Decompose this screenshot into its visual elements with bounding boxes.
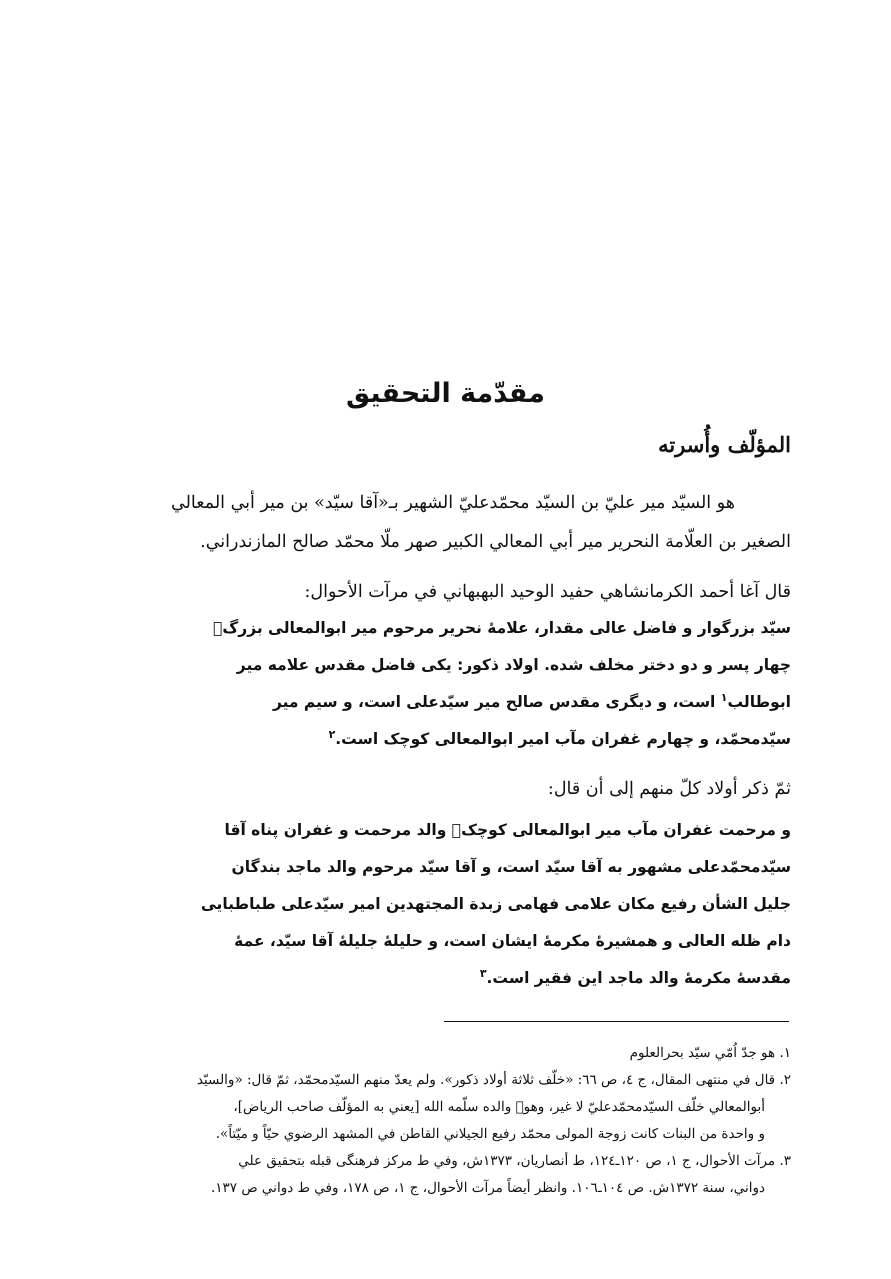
intro-paragraph	[101, 484, 791, 562]
quote-2-line-4: دام ظله العالی و همشيرهٔ مكرمهٔ ايشان است، و حليلهٔ جليلهٔ آقا سيّد، عمهٔ	[234, 932, 791, 950]
footnotes	[101, 1040, 791, 1202]
footnote-1-text: هو جدّ اُمّي سيّد بحرالعلوم	[629, 1045, 776, 1061]
quote-intro-2: ثمّ ذكر أولاد كلّ منهم إلى أن قال:	[547, 779, 791, 799]
footnote-2-text-1: قال في منتهى المقال، ج ٤، ص ٦٦: «خلّف ثلاثة أولاد ذكور». ولم يعدّ منهم السيّدمحمّد، ثمّ قال: «والسيّد	[196, 1072, 776, 1088]
footnote-2-line-2: أبوالمعالي خلّف السيّدمحمّدعليّ لا غير، وهو﷫ والده سلّمه الله [يعني به المؤلّف صاحب الرياض]،	[233, 1099, 765, 1115]
footnote-ref-3[interactable]: ٣	[479, 966, 487, 980]
quote-intro-1: قال آغا أحمد الكرمانشاهي حفيد الوحيد البهبهاني في مرآت الأحوال:	[304, 582, 791, 602]
footnote-3	[101, 1148, 791, 1202]
quote-1-line-3-end: است، و ديگری مقدس صالح مير سيّدعلی است، و سيم مير	[272, 693, 716, 711]
footnote-1	[101, 1040, 791, 1067]
footnote-2-line-3: و واحدة من البنات كانت زوجة المولى محمّد رفيع الجيلاني القاطن في المشهد الرضوي حيّاً و ميّتاً».	[215, 1126, 765, 1142]
page-title: مقدّمة التحقيق	[346, 378, 545, 409]
footnote-2-line-1	[101, 1067, 791, 1094]
footnote-3-number: ٣.	[779, 1153, 791, 1169]
quote-2-line-5-text: مقدسهٔ مكرمهٔ والد ماجد اين فقير است.	[486, 969, 791, 987]
intro-line-1: هو السيّد مير عليّ بن السيّد محمّدعليّ الشهير بـ«آقا سيّد» بن مير أبي المعالي	[171, 493, 735, 513]
footnote-ref-1[interactable]: ١	[720, 690, 728, 704]
footnote-ref-2[interactable]: ٢	[328, 727, 336, 741]
footnote-3-line-2: دواني، سنة ١٣٧٢ش. ص ١٠٤ـ١٠٦. وانظر أيضاً مرآت الأحوال، ج ١، ص ١٧٨، وفي ط دواني ص ١٣٧.	[210, 1180, 765, 1196]
intro-line-2: الصغير بن العلّامة النحرير مير أبي المعالي الكبير صهر ملّا محمّد صالح المازندراني.	[200, 532, 791, 552]
footnote-1-number: ١.	[779, 1045, 791, 1061]
footnote-3-line-1	[101, 1148, 791, 1175]
footnote-1-line-1	[101, 1040, 791, 1067]
quote-1-line-2: چهار پسر و دو دختر مخلف شده. اولاد ذكور: يكی فاضل مقدس علامه مير	[236, 656, 791, 674]
quote-1-line-3	[101, 684, 791, 721]
quote-2-line-3: جليل الشأن رفيع مكان علامی فهامی زبدة المجتهدين امير سيّدعلی طباطبايی	[200, 895, 791, 913]
footnote-2	[101, 1067, 791, 1148]
footnote-2-number: ٢.	[779, 1072, 791, 1088]
persian-quote-1	[101, 610, 791, 758]
persian-quote-2	[101, 812, 791, 997]
quote-2-line-2: سيّدمحمّدعلی مشهور به آقا سيّد است، و آقا سيّد مرحوم والد ماجد بندگان	[231, 858, 791, 876]
quote-2-line-1: و مرحمت غفران مآب مير ابوالمعالی كوچک﷫ والد مرحمت و غفران پناه آقا	[224, 821, 791, 839]
quote-2-line-5	[101, 960, 791, 997]
quote-1-line-4	[101, 721, 791, 758]
quote-1-line-3-start: ابوطالب	[727, 693, 791, 711]
footnote-3-text-1: مرآت الأحوال، ج ١، ص ١٢٠ـ١٢٤، ط أنصاريان، ١٣٧٣ش، وفي ط مركز فرهنگی قبله بتحقيق علي	[238, 1153, 776, 1169]
quote-1-line-4-text: سيّدمحمّد، و چهارم غفران مآب امير ابوالمعالی كوچک است.	[335, 730, 791, 748]
section-heading: المؤلّف وأُسرته	[658, 432, 791, 457]
footnote-divider	[444, 1021, 789, 1022]
quote-1-line-1: سيّد بزرگوار و فاضل عالی مقدار، علامهٔ نحرير مرحوم مير ابوالمعالی بزرگ﷫	[213, 619, 791, 637]
